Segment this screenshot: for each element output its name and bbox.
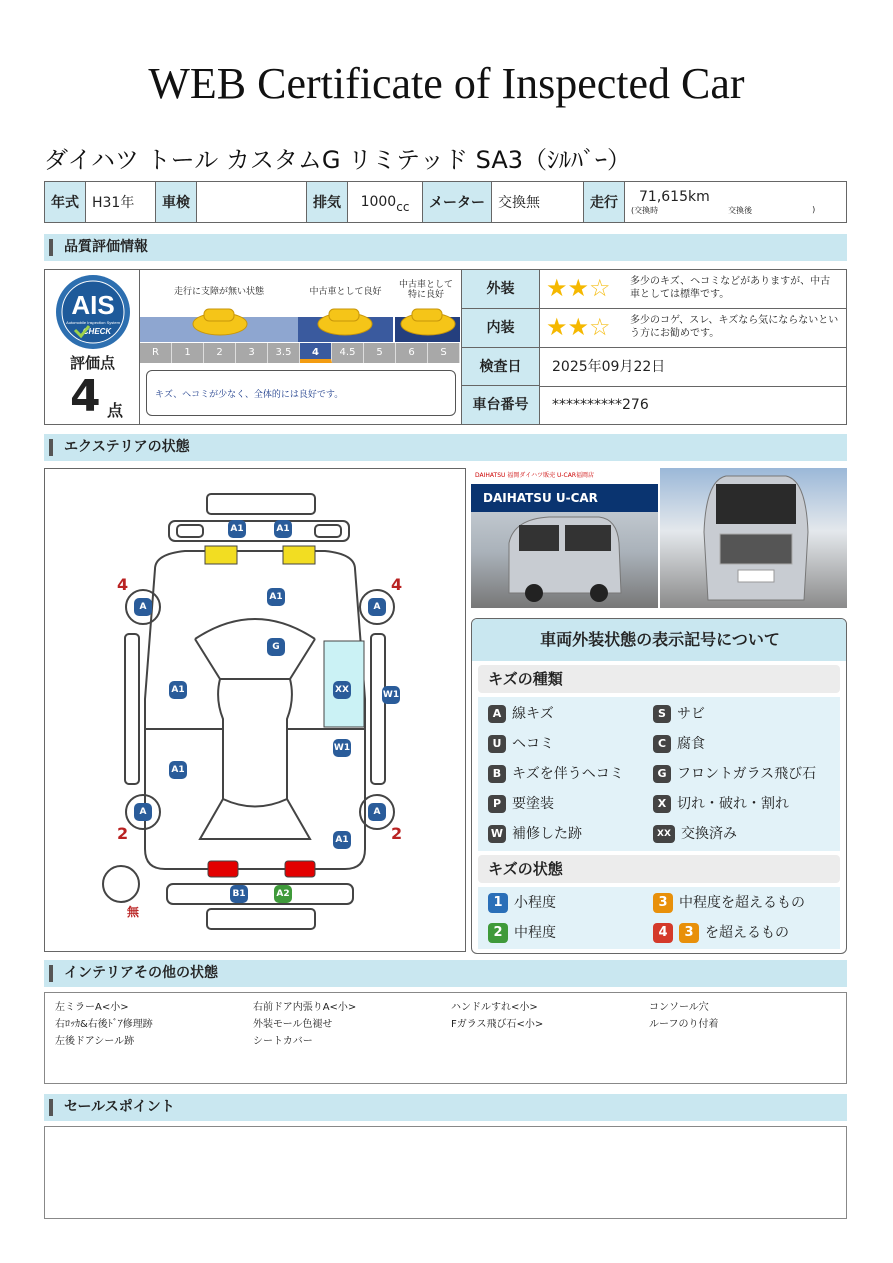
damage-badge: W1	[382, 686, 400, 704]
legend-type-item	[653, 823, 737, 843]
scale-step: 4	[300, 343, 332, 363]
legend-code-icon: A	[488, 705, 506, 723]
star-icon: ☆	[589, 274, 611, 302]
car-cartoon-best-icon	[398, 300, 458, 338]
legend-type-item	[488, 793, 554, 813]
corner-label-rr: 2	[391, 824, 403, 843]
year-value: H31年	[86, 182, 156, 223]
legend-type-item	[653, 733, 705, 753]
svg-text:CHECK: CHECK	[82, 327, 112, 336]
legend-type-label: ヘコミ	[512, 736, 554, 752]
legend-code-icon: X	[653, 795, 671, 813]
quality-grid	[462, 270, 846, 424]
page-title: WEB Certificate of Inspected Car	[148, 59, 745, 108]
grid-line	[540, 386, 846, 387]
damage-badge: A	[134, 803, 152, 821]
legend-state-code-icon: 3	[653, 893, 673, 913]
legend-type-label: サビ	[677, 706, 705, 722]
interior-note: シートカバー	[253, 1036, 313, 1047]
legend-type-item	[488, 733, 554, 753]
legend-type-label: 線キズ	[512, 706, 554, 722]
legend-code-icon: S	[653, 705, 671, 723]
legend-type-label: フロントガラス飛び石	[677, 766, 817, 782]
legend-type-item	[653, 703, 705, 723]
none-label: 無	[127, 905, 140, 919]
displacement-unit: cc	[396, 200, 410, 214]
info-table	[44, 181, 847, 223]
legend-type-label: 切れ・破れ・割れ	[677, 796, 789, 812]
car-photo-side	[471, 468, 658, 608]
meter-label: メーター	[423, 182, 492, 223]
inspect-date-value: 2025年09月22日	[552, 359, 666, 375]
legend-state-item	[488, 922, 556, 943]
year-label: 年式	[45, 182, 86, 223]
legend-state-item	[653, 922, 789, 943]
interior-note: ハンドルすれ<小>	[451, 1002, 538, 1013]
interior-note: Fガラス飛び石<小>	[451, 1019, 544, 1030]
damage-badge: W1	[333, 739, 351, 757]
legend-type-item	[488, 763, 624, 783]
damage-badge: A1	[169, 761, 187, 779]
legend-type-item	[488, 703, 554, 723]
score-panel	[45, 270, 140, 424]
legend-code-icon: P	[488, 795, 506, 813]
exterior-cell	[540, 270, 846, 309]
exterior-desc: 多少のキズ、ヘコミなどがありますが、中古車としては標準です。	[630, 276, 831, 300]
scale-header-3: 中古車として特に良好	[398, 280, 453, 300]
interior-note: 右前ドア内張りA<小>	[253, 1002, 357, 1013]
scale-comment: キズ、ヘコミが少なく、全体的には良好です。	[146, 370, 456, 416]
interior-note: 外装モール色褪せ	[253, 1019, 333, 1030]
mileage-label: 走行	[584, 182, 625, 223]
shaken-label: 車検	[156, 182, 197, 223]
star-icon: ★	[546, 274, 568, 302]
legend-type-item	[653, 763, 816, 783]
car-front-photo-icon	[696, 472, 816, 606]
inspect-date-label: 検査日	[462, 348, 540, 386]
scale-step: 3	[236, 343, 268, 363]
interior-note: 右ﾛｯｶ&右後ﾄﾞｱ修理跡	[55, 1019, 153, 1030]
dealer-banner: DAIHATSU 福岡ダイハツ販売 U-CAR福岡店	[471, 468, 658, 484]
corner-label-rl: 2	[117, 824, 129, 843]
scale-steps	[140, 343, 460, 363]
damage-badge: A1	[267, 588, 285, 606]
score-label: 評価点	[69, 354, 115, 372]
legend-state-label: 中程度	[514, 925, 556, 941]
star-icon: ★	[567, 313, 590, 341]
svg-text:Automobile Inspection System: Automobile Inspection System	[66, 320, 120, 325]
interior-note: 左ミラーA<小>	[55, 1002, 129, 1013]
legend-state-code-icon: 1	[488, 893, 508, 913]
legend-code-icon: U	[488, 735, 506, 753]
legend-state-code-icon: 2	[488, 923, 508, 943]
legend-types-area	[478, 697, 840, 851]
damage-badge: A1	[274, 520, 292, 538]
scale-header-2: 中古車として良好	[309, 287, 382, 297]
legend-state-title: キズの状態	[478, 855, 840, 883]
scale-header-1: 走行に支障が無い状態	[173, 287, 264, 297]
star-icon: ☆	[589, 313, 611, 341]
score-value: 4	[70, 371, 101, 422]
section-interior: インテリアその他の状態	[44, 960, 847, 987]
scale-step: S	[428, 343, 460, 363]
legend-type-label: 要塗装	[512, 796, 554, 812]
damage-badge: B1	[230, 885, 248, 903]
score-unit: 点	[107, 401, 124, 420]
scale-step: 4.5	[332, 343, 364, 363]
displacement-label: 排気	[307, 182, 348, 223]
scale-panel	[140, 270, 462, 424]
chassis-label: 車台番号	[462, 386, 540, 424]
legend-title: 車両外装状態の表示記号について	[472, 619, 847, 661]
chassis-value: **********276	[552, 397, 649, 413]
scale-step: 5	[364, 343, 396, 363]
svg-text:AIS: AIS	[71, 290, 115, 320]
scale-step: 6	[396, 343, 428, 363]
interior-notes	[44, 992, 847, 1084]
legend-state-item	[653, 892, 805, 913]
mileage-note-before: (交換時	[631, 205, 659, 215]
mileage-note	[631, 205, 840, 216]
legend-state-label: 中程度を超えるもの	[679, 895, 805, 911]
shaken-value	[197, 182, 307, 223]
interior-note: コンソール穴	[649, 1002, 709, 1013]
car-outline-icon	[45, 469, 465, 951]
legend-code-icon: W	[488, 825, 506, 843]
damage-badge: A1	[169, 681, 187, 699]
displacement-value: 1000	[360, 194, 397, 210]
legend-code-icon: B	[488, 765, 506, 783]
legend-type-label: 腐食	[677, 736, 705, 752]
car-cartoon-good-icon	[315, 300, 375, 338]
star-icon: ★	[546, 313, 568, 341]
legend-type-label: 補修した跡	[512, 826, 582, 842]
legend-state-item	[488, 892, 556, 913]
car-photo-icon	[499, 513, 629, 603]
scale-step: R	[140, 343, 172, 363]
legend-types-title: キズの種類	[478, 665, 840, 693]
sales-points-box	[44, 1126, 847, 1219]
section-sales: セールスポイント	[44, 1094, 847, 1121]
legend-state-label: 小程度	[514, 895, 556, 911]
damage-badge: A	[368, 803, 386, 821]
legend-code-icon: XX	[653, 825, 675, 843]
legend-code-icon: C	[653, 735, 671, 753]
damage-badge: A	[134, 598, 152, 616]
exterior-stars	[546, 276, 611, 300]
corner-label-fl: 4	[117, 575, 129, 594]
section-exterior: エクステリアの状態	[44, 434, 847, 461]
interior-note: 左後ドアシール跡	[55, 1036, 135, 1047]
car-cartoon-icon	[190, 300, 250, 338]
legend-type-item	[653, 793, 789, 813]
section-quality: 品質評価情報	[44, 234, 847, 261]
meter-value: 交換無	[492, 182, 584, 223]
damage-badge: A1	[333, 831, 351, 849]
mileage-value: 71,615km	[639, 188, 710, 205]
damage-badge: A1	[228, 520, 246, 538]
car-photo-front	[660, 468, 847, 608]
corner-label-fr: 4	[391, 575, 403, 594]
interior-desc: 多少のコゲ、スレ、キズなら気にならないという方にお勧めです。	[630, 315, 839, 339]
star-icon: ★	[567, 274, 590, 302]
scale-step: 2	[204, 343, 236, 363]
quality-box	[44, 269, 847, 425]
interior-label: 内装	[462, 309, 540, 348]
displacement-cell	[348, 182, 423, 223]
legend-panel	[471, 618, 847, 954]
legend-state-code2-icon: 3	[679, 923, 699, 943]
car-name: ダイハツ トール カスタムG リミテッド SA3（ｼﾙﾊﾞｰ）	[44, 146, 632, 174]
legend-states-area	[478, 887, 840, 949]
damage-badge: XX	[333, 681, 351, 699]
legend-type-label: キズを伴うヘコミ	[512, 766, 624, 782]
ais-logo-icon	[53, 272, 133, 352]
scale-step: 3.5	[268, 343, 300, 363]
legend-type-item	[488, 823, 582, 843]
ucar-sign: DAIHATSU U-CAR	[471, 484, 658, 512]
legend-state-label: を超えるもの	[705, 925, 789, 941]
damage-badge: A	[368, 598, 386, 616]
damage-badge: G	[267, 638, 285, 656]
legend-state-code-icon: 4	[653, 923, 673, 943]
mileage-cell	[625, 182, 847, 223]
legend-code-icon: G	[653, 765, 671, 783]
interior-cell	[540, 309, 846, 348]
mileage-note-close: )	[812, 204, 816, 214]
interior-stars	[546, 315, 611, 339]
damage-badge: A2	[274, 885, 292, 903]
legend-type-label: 交換済み	[681, 826, 737, 842]
exterior-label: 外装	[462, 270, 540, 309]
car-diagram	[44, 468, 466, 952]
interior-note: ルーフのり付着	[649, 1019, 719, 1030]
mileage-note-after: 交換後	[728, 205, 753, 215]
scale-step: 1	[172, 343, 204, 363]
